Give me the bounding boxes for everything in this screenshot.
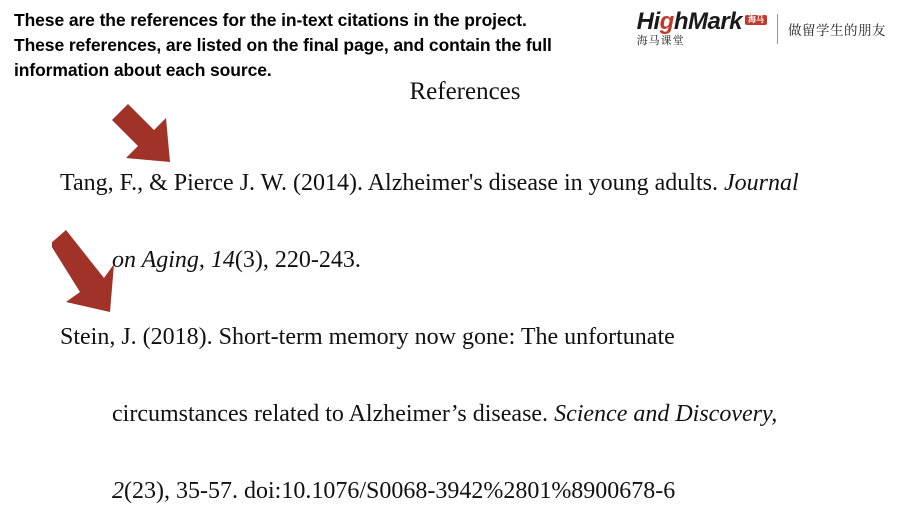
list-item (60, 299, 870, 530)
reference-line (60, 222, 870, 299)
annotation-line: These references, are listed on the final page, and contain the full (14, 35, 552, 55)
logo-wordmark (637, 10, 767, 34)
reference-text: circumstances related to Alzheimer’s disease. (112, 401, 555, 427)
logo-subtitle: 海马课堂 (636, 35, 685, 47)
logo-word-part1: Hi (636, 8, 660, 35)
reference-text: (23), 35-57. doi:10.1076/S0068-3942%2801%8900678-6 (124, 478, 676, 504)
reference-text: (3), 220-243. (234, 247, 361, 273)
annotation-arrow-icon (52, 228, 132, 320)
reference-journal-title: Science and Discovery, (554, 401, 778, 427)
reference-line (60, 299, 870, 376)
annotation-arrow-icon (110, 100, 200, 172)
logo-tagline: 做留学生的朋友 (788, 22, 886, 38)
brand-logo (637, 10, 886, 47)
logo-word-accent: g (659, 8, 674, 35)
reference-journal-volume: on Aging, 14 (112, 247, 235, 273)
logo-mark (637, 10, 767, 47)
annotation-note (14, 8, 654, 83)
logo-word-part2: hMark (673, 8, 742, 35)
annotation-line: information about each source. (14, 60, 272, 80)
reference-list (60, 145, 870, 530)
reference-journal-title: Journal (723, 170, 799, 196)
page-title: References (409, 78, 521, 105)
logo-badge: 海马 (745, 15, 767, 25)
reference-line (60, 453, 870, 530)
reference-line (60, 376, 870, 453)
reference-text: Tang, F., & Pierce J. W. (2014). Alzheimer's disease in young adults. (60, 170, 724, 196)
reference-text: Stein, J. (2018). Short-term memory now gone: The unfortunate (60, 324, 675, 350)
annotation-line: These are the references for the in-text citations in the project. (14, 10, 527, 30)
reference-journal-volume: 2 (112, 478, 124, 504)
logo-divider (777, 14, 778, 44)
